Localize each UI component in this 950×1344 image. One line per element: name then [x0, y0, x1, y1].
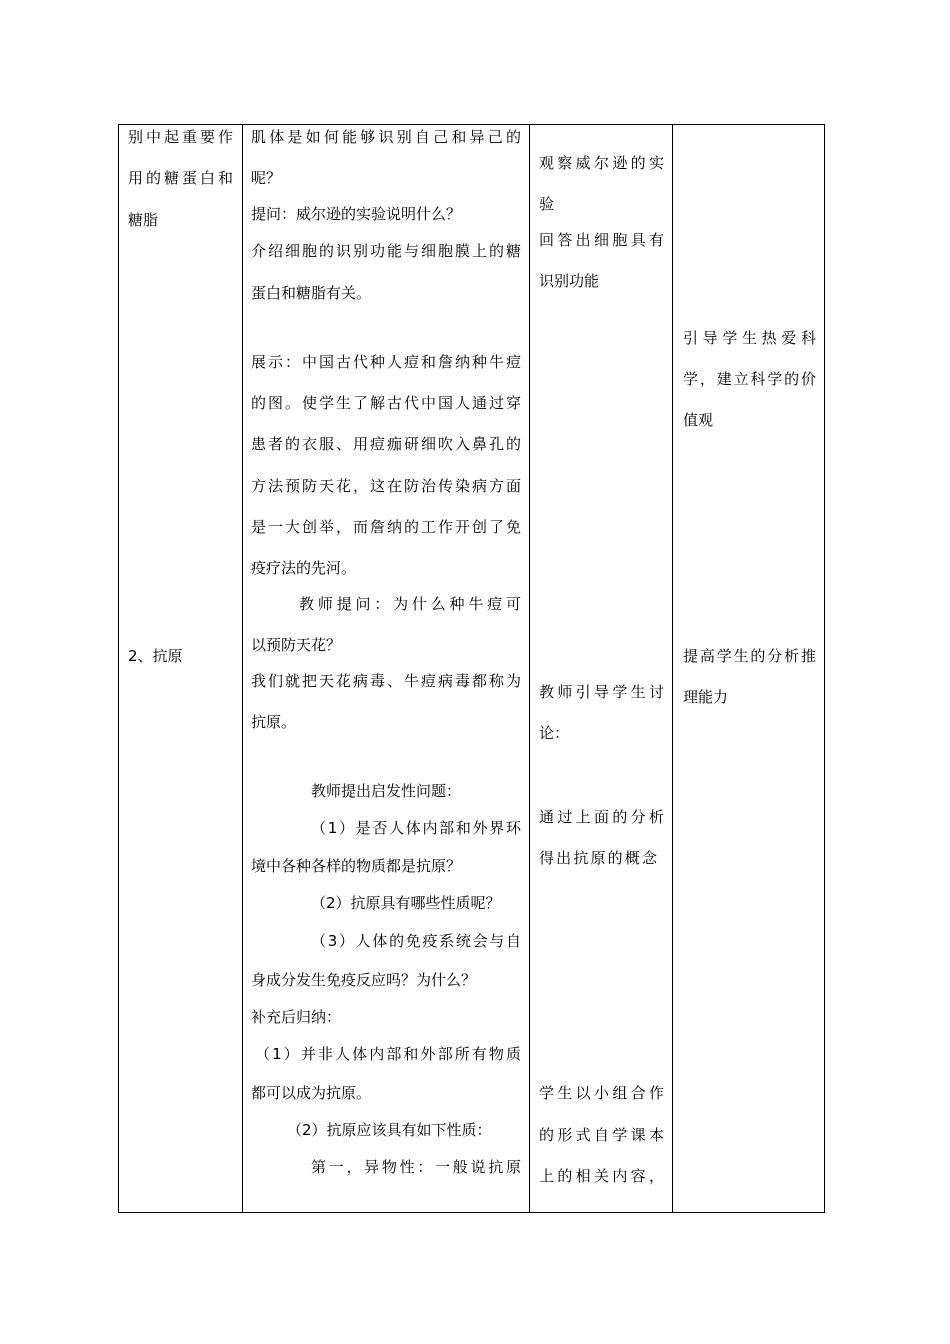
student-line: 验 [539, 195, 555, 213]
teacher-line: 介绍细胞的识别功能与细胞膜上的糖 [251, 242, 521, 260]
student-line: 观察威尔逊的实 [539, 154, 664, 172]
student-line: 论： [539, 724, 570, 742]
student-line: 上的相关内容， [539, 1167, 664, 1185]
teacher-line: 抗原。 [251, 713, 297, 731]
student-line: 回答出细胞具有 [539, 231, 664, 249]
column-divider [672, 125, 673, 1212]
column-divider [242, 125, 243, 1212]
teacher-line: 都可以成为抗原。 [251, 1084, 372, 1102]
student-line: 教师引导学生讨 [539, 683, 664, 701]
topic-heading-antigen: 2、抗原 [128, 647, 183, 665]
teacher-line: 展示：中国古代种人痘和詹纳种牛痘 [251, 353, 521, 371]
intent-line: 引导学生热爱科 [683, 329, 816, 347]
intent-line: 学，建立科学的价 [683, 370, 816, 388]
teacher-line: 患者的衣服、用痘痂研细吹入鼻孔的 [251, 435, 521, 453]
teacher-line: 蛋白和糖脂有关。 [251, 284, 372, 302]
student-line: 的形式自学课本 [539, 1126, 664, 1144]
teacher-line: 我们就把天花病毒、牛痘病毒都称为 [251, 672, 521, 690]
intent-line: 理能力 [683, 688, 729, 706]
teacher-line: 身成分发生免疫反应吗？为什么？ [251, 971, 477, 989]
teacher-line: 肌体是如何能够识别自己和异己的 [251, 128, 521, 146]
teacher-line: 方法预防天花，这在防治传染病方面 [251, 477, 521, 495]
teacher-line: 的图。使学生了解古代中国人通过穿 [251, 394, 521, 412]
student-line: 通过上面的分析 [539, 808, 664, 826]
teacher-line: 教师提出启发性问题： [311, 782, 462, 800]
topic-line: 别中起重要作 [128, 128, 233, 146]
teacher-line: 第一，异物性：一般说抗原 [311, 1158, 521, 1176]
teacher-line: 境中各种各样的物质都是抗原？ [251, 857, 462, 875]
intent-line: 提高学生的分析推 [683, 647, 816, 665]
teacher-line: 补充后归纳： [251, 1008, 342, 1026]
teacher-line: 呢？ [251, 169, 282, 187]
teacher-line: （1）是否人体内部和外界环 [311, 819, 521, 837]
student-line: 得出抗原的概念 [539, 849, 657, 867]
topic-line: 糖脂 [128, 211, 159, 229]
column-divider [529, 125, 530, 1212]
teacher-line: 以预防天花？ [251, 636, 342, 654]
teacher-line: （2）抗原具有哪些性质呢？ [311, 894, 501, 912]
intent-line: 值观 [683, 411, 714, 429]
student-line: 识别功能 [539, 272, 600, 290]
teacher-line: 是一大创举，而詹纳的工作开创了免 [251, 518, 521, 536]
teacher-line: 提问：威尔逊的实验说明什么？ [251, 205, 462, 223]
teacher-line: （2）抗原应该具有如下性质： [287, 1121, 492, 1139]
student-line: 学生以小组合作 [539, 1084, 664, 1102]
teacher-line: （3）人体的免疫系统会与自 [311, 932, 521, 950]
teacher-line: （1）并非人体内部和外部所有物质 [255, 1045, 521, 1063]
teacher-line: 教师提问：为什么种牛痘可 [299, 595, 521, 613]
topic-line: 用的糖蛋白和 [128, 169, 233, 187]
teacher-line: 疫疗法的先河。 [251, 559, 357, 577]
